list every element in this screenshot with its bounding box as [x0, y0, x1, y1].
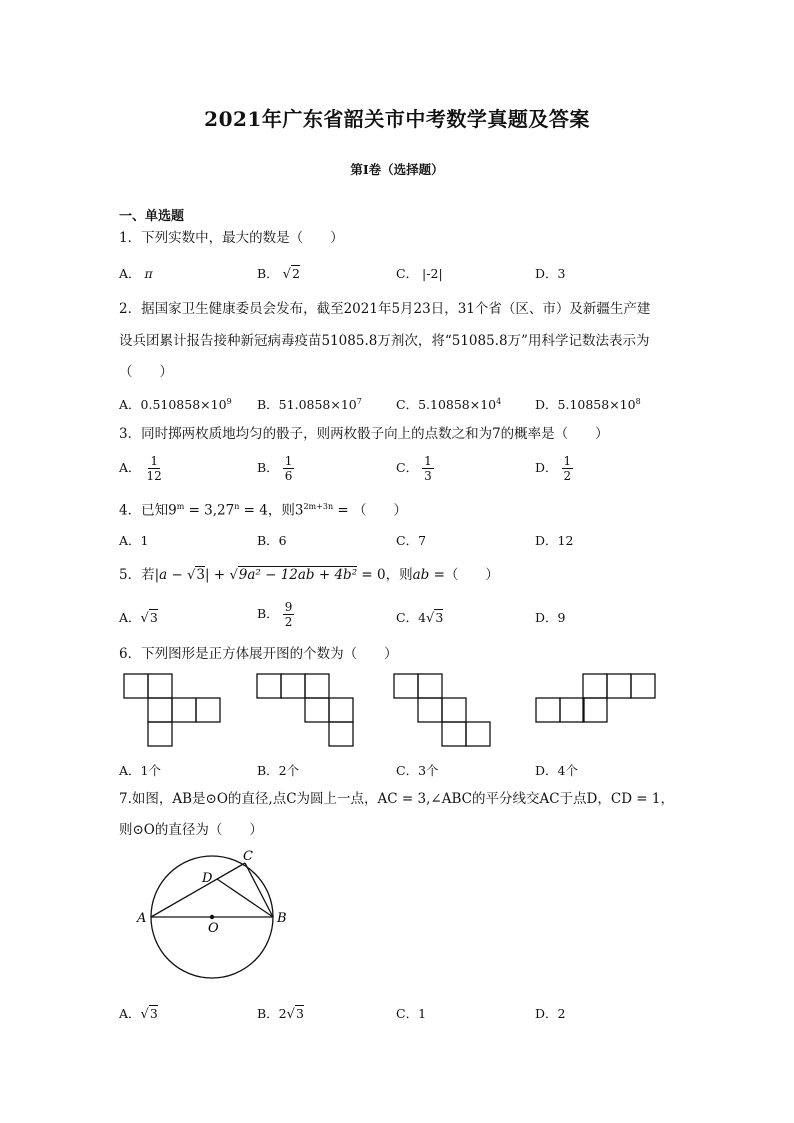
q4-option-d[interactable]: D．12 — [535, 533, 574, 548]
q6-option-c[interactable]: C．3个 — [396, 763, 439, 778]
chord-cb — [245, 863, 273, 917]
q5-option-d[interactable]: D．9 — [535, 610, 566, 625]
q2-stem-line2: 设兵团累计报告接种新冠病毒疫苗51085.8万剂次，将“51085.8万”用科学记数法表示为 — [119, 333, 650, 349]
label-o: O — [208, 921, 219, 936]
q6-option-a[interactable]: A．1个 — [119, 763, 161, 778]
q4-stem: 4．已知$9^m = 3,27^n = 4$，则$3^{2m+3n}$ = （ ） — [119, 502, 407, 519]
q6-option-b[interactable]: B．2个 — [257, 763, 300, 778]
q5-option-a[interactable]: A．√3 — [119, 610, 158, 626]
q7-stem-line1: 7.如图，AB是⊙O的直径,点C为圆上一点，AC = 3,∠ABC的平分线交AC于点D，CD = 1， — [119, 791, 675, 807]
q3-option-d[interactable]: D． $\frac{1}{2}$ — [535, 454, 572, 483]
q5-option-c[interactable]: C．4√3 — [396, 610, 444, 626]
q2-option-b[interactable]: B．$51.0858\times 10^7$ — [257, 396, 362, 412]
q7-option-a[interactable]: A．√3 — [119, 1006, 158, 1022]
q1-option-c[interactable]: C． |-2| — [396, 266, 443, 281]
q4-option-b[interactable]: B．6 — [257, 533, 287, 548]
q4-option-c[interactable]: C．7 — [396, 533, 427, 548]
q4-option-a[interactable]: A．1 — [119, 533, 149, 548]
q7-option-b[interactable]: B．2√3 — [257, 1006, 304, 1022]
center-point-o — [210, 915, 214, 919]
q2-option-d[interactable]: D．$5.10858\times 10^8$ — [535, 396, 641, 412]
label-d: D — [202, 871, 213, 886]
bisector-bd — [217, 879, 273, 917]
q6-option-d[interactable]: D．4个 — [535, 763, 578, 778]
page-title: 2021年广东省韶关市中考数学真题及答案 — [204, 107, 590, 131]
q1-option-d[interactable]: D．3 — [535, 266, 566, 281]
q6-stem: 6．下列图形是正方体展开图的个数为（ ） — [119, 646, 398, 662]
q2-stem-line3: （ ） — [119, 364, 173, 380]
q5-option-b[interactable]: B． $\frac{9}{2}$ — [257, 600, 293, 629]
q3-option-a[interactable]: A． $\frac{1}{12}$ — [119, 454, 162, 483]
q7-option-c[interactable]: C．1 — [396, 1006, 427, 1021]
q3-option-b[interactable]: B． $\frac{1}{6}$ — [257, 454, 293, 483]
label-a: A — [137, 911, 147, 926]
label-c: C — [243, 849, 253, 864]
q3-stem: 3．同时掷两枚质地均匀的骰子，则两枚骰子向上的点数之和为7的概率是（ ） — [119, 426, 609, 442]
q7-option-d[interactable]: D．2 — [535, 1006, 566, 1021]
volume-subtitle: 第I卷（选择题） — [350, 162, 444, 177]
q7-stem-line2: 则⊙O的直径为（ ） — [119, 822, 263, 838]
q1-option-a[interactable]: A． π — [119, 266, 153, 281]
q2-option-c[interactable]: C．$5.10858\times 10^4$ — [396, 396, 502, 412]
q1-option-b[interactable]: B． √2 — [257, 266, 300, 282]
section-heading: 一、单选题 — [119, 209, 185, 224]
q1-stem: 1．下列实数中，最大的数是（ ） — [119, 230, 344, 246]
q2-option-a[interactable]: A．$0.510858\times 10^9$ — [119, 396, 232, 412]
q3-option-c[interactable]: C． $\frac{1}{3}$ — [396, 454, 432, 483]
q5-stem: 5．若|a − √3| + √9a² − 12ab + 4b² = 0，则ab =（ ） — [119, 567, 499, 583]
label-b: B — [277, 911, 287, 926]
chord-ac — [151, 863, 245, 917]
q2-stem-line1: 2．据国家卫生健康委员会发布，截至2021年5月23日，31个省（区、市）及新疆生产建 — [119, 301, 651, 317]
